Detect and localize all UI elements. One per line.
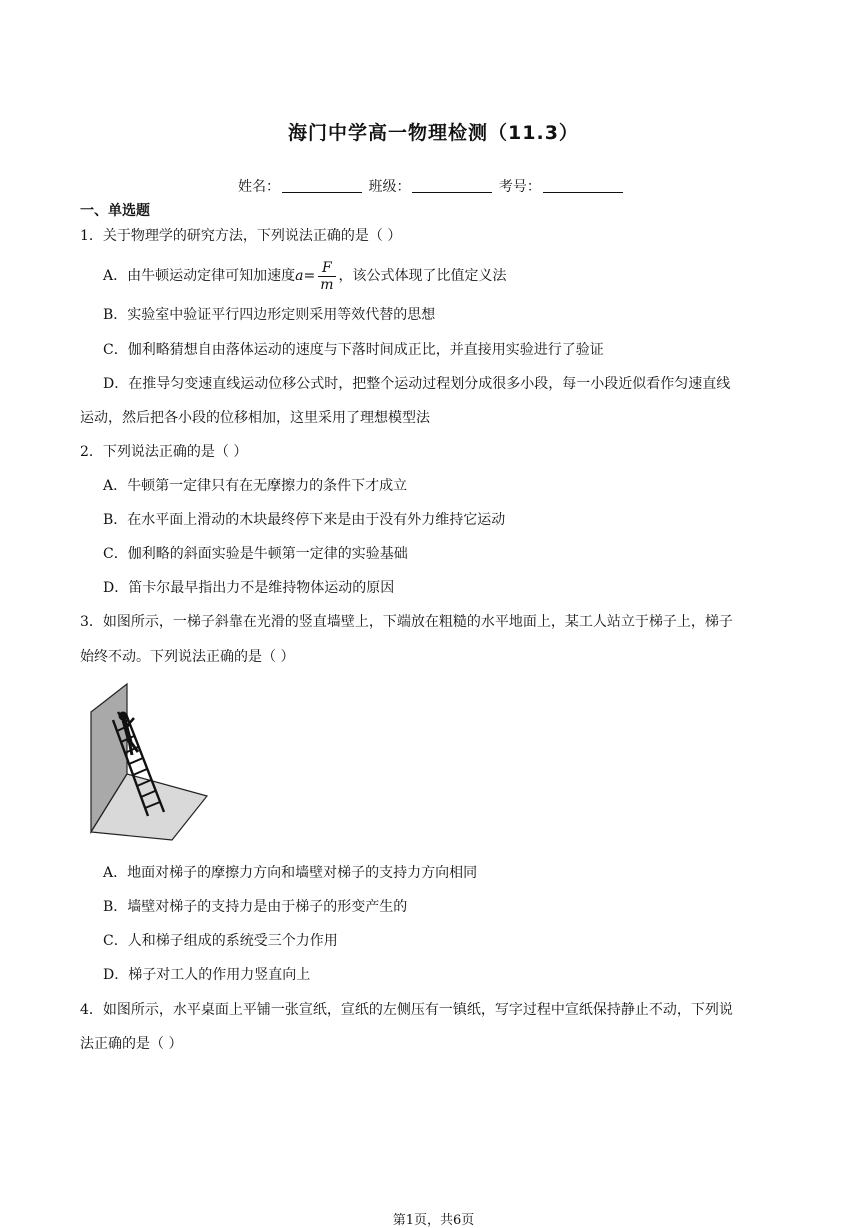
- q4-stem-line1: 4．如图所示，水平桌面上平铺一张宣纸，宣纸的左侧压有一镇纸，写字过程中宣纸保持静止不动，下列说: [80, 1002, 733, 1018]
- formula-numerator: F: [318, 260, 335, 277]
- q2-option-c: C．伽利略的斜面实验是牛顿第一定律的实验基础: [103, 546, 408, 562]
- q3-option-a: A．地面对梯子的摩擦力方向和墙壁对梯子的支持力方向相同: [103, 865, 478, 881]
- q2-stem: 2．下列说法正确的是（ ）: [80, 444, 248, 460]
- ladder-wall-figure: [88, 682, 212, 842]
- q1-option-d-line2: 运动，然后把各小段的位移相加，这里采用了理想模型法: [80, 410, 430, 426]
- q4-stem-line2: 法正确的是（ ）: [80, 1036, 183, 1052]
- student-info-line: [238, 176, 625, 196]
- q1-option-d-line1: D．在推导匀变速直线运动位移公式时，把整个运动过程划分成很多小段，每一小段近似看作匀速直线: [103, 376, 731, 392]
- formula-equals: =: [303, 268, 316, 284]
- q1-option-a-text: A．由牛顿运动定律可知加速度: [103, 268, 296, 284]
- class-blank[interactable]: [412, 178, 492, 193]
- q2-option-b: B．在水平面上滑动的木块最终停下来是由于没有外力维持它运动: [103, 512, 506, 528]
- q3-option-c: C．人和梯子组成的系统受三个力作用: [103, 933, 338, 949]
- q1-stem: 1．关于物理学的研究方法，下列说法正确的是（ ）: [80, 228, 402, 244]
- q2-option-d: D．笛卡尔最早指出力不是维持物体运动的原因: [103, 580, 395, 596]
- q1-option-b: B．实验室中验证平行四边形定则采用等效代替的思想: [103, 307, 436, 323]
- name-label: 姓名：: [238, 179, 280, 195]
- q3-stem-line1: 3．如图所示，一梯子斜靠在光滑的竖直墙壁上，下端放在粗糙的水平地面上，某工人站立于梯子上，梯子: [80, 614, 733, 630]
- formula-denominator: m: [320, 276, 334, 293]
- page-title: 海门中学高一物理检测（11.3）: [288, 122, 579, 144]
- class-label: 班级：: [368, 179, 411, 195]
- q1-option-a-tail: ，该公式体现了比值定义法: [338, 268, 507, 284]
- q2-option-a: A．牛顿第一定律只有在无摩擦力的条件下才成立: [103, 478, 408, 494]
- q3-option-b: B．墙壁对梯子的支持力是由于梯子的形变产生的: [103, 899, 408, 915]
- q1-option-c: C．伽利略猜想自由落体运动的速度与下落时间成正比，并直接用实验进行了验证: [103, 342, 604, 358]
- q1-option-a: [103, 259, 793, 293]
- name-blank[interactable]: [282, 178, 362, 193]
- exam-no-label: 考号：: [498, 179, 541, 195]
- exam-no-blank[interactable]: [543, 178, 623, 193]
- page-footer: 第1页，共6页: [392, 1213, 475, 1228]
- formula-fraction: [318, 260, 335, 293]
- section-heading: 一、单选题: [80, 203, 150, 219]
- q3-option-d: D．梯子对工人的作用力竖直向上: [103, 967, 311, 983]
- q3-stem-line2: 始终不动。下列说法正确的是（ ）: [80, 649, 295, 665]
- formula-var-a: a: [295, 268, 304, 284]
